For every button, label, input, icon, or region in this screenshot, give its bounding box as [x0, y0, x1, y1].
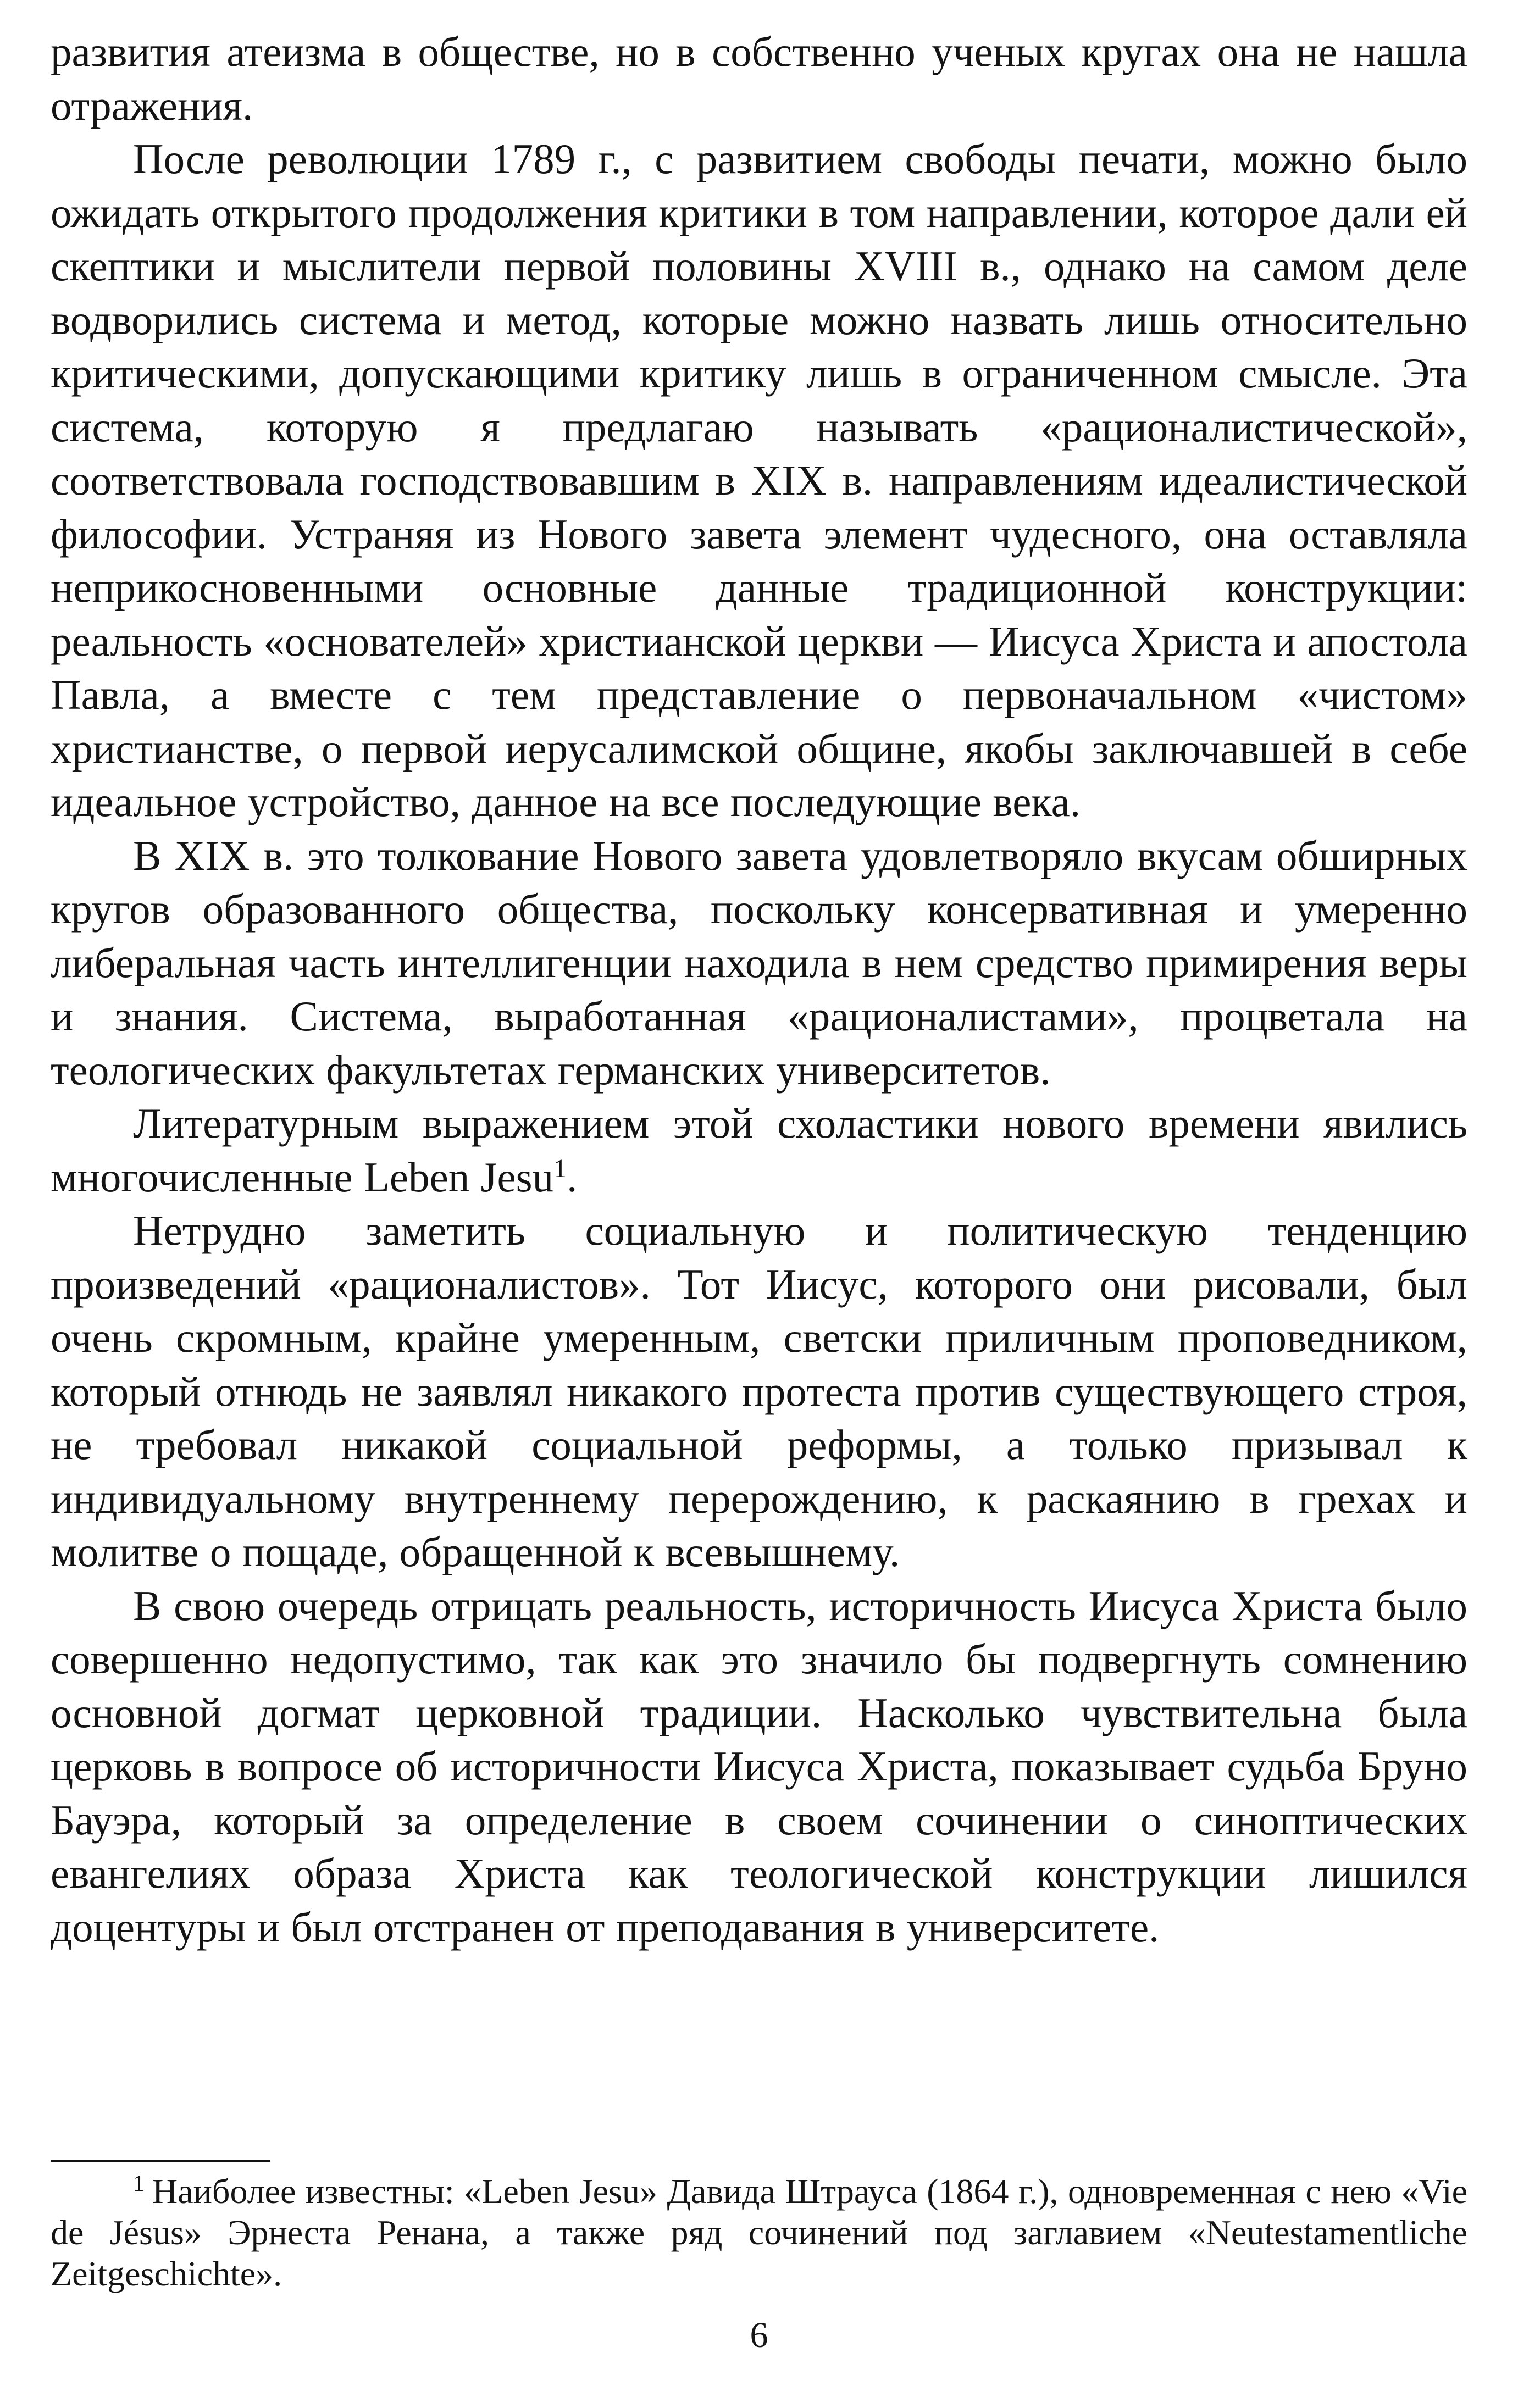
paragraph-3: В XIX в. это толкование Нового завета удовлетворяло вкусам обширных кругов образованного общества, поскольку консервативная и умеренно либеральная часть интеллигенции находила в нем средство примирения веры и знания. Система, выработанная «рационалистами», процветала на теологических факультетах германских университетов. [51, 831, 1467, 1094]
footnote-separator [51, 2160, 270, 2162]
paragraph-1: развития атеизма в обществе, но в собственно ученых кругах она не нашла отражения. [51, 28, 1467, 129]
page-number: 6 [750, 2315, 768, 2355]
footnote-text: Наиболее известны: «Leben Jesu» Давида Штрауса (1864 г.), одновременная с нею «Vie de Jésus» Эрнеста Ренана, а также ряд сочинений под заглавием «Neutestamentliche Zeitgeschichte». [51, 2172, 1467, 2293]
paragraph-6: В свою очередь отрицать реальность, историчность Иисуса Христа было совершенно недопустимо, так как это значило бы подвергнуть сомнению основной догмат церковной традиции. Насколько чувствительна была церковь в вопросе об историчности Иисуса Христа, показывает судьба Бруно Бауэра, который за определение в своем сочинении о синоптических евангелиях образа Христа как теологической конструкции лишился доцентуры и был отстранен от преподавания в университете. [51, 1582, 1467, 1951]
paragraph-4-text: Литературным выражением этой схоластики нового времени явились многочисленные Leben Jesu [51, 1100, 1467, 1201]
footnote-reference: 1 [553, 1153, 567, 1183]
paragraph-5: Нетрудно заметить социальную и политическую тенденцию произведений «рационалистов». Тот Иисус, которого они рисовали, был очень скромным, крайне умеренным, светски приличным проповедником, который отнюдь не заявлял никакого протеста против существующего строя, не требовал никакой социальной реформы, а только призывал к индивидуальному внутреннему перерождению, к раскаянию в грехах и молитве о пощаде, обращенной к всевышнему. [51, 1207, 1467, 1575]
page-body [51, 25, 1467, 1954]
paragraph-2: После революции 1789 г., с развитием свободы печати, можно было ожидать открытого продолжения критики в том направлении, которое дали ей скептики и мыслители первой половины XVIII в., однако на самом деле водворились система и метод, которые можно назвать лишь относительно критическими, допускающими критику лишь в ограниченном смысле. Эта система, которую я предлагаю называть «рационалистической», соответствовала господствовавшим в XIX в. направлениям идеалистической философии. Устраняя из Нового завета элемент чудесного, она оставляла неприкосновенными основные данные традиционной конструкции: реальность «основателей» христианской церкви — Иисуса Христа и апостола Павла, а вместе с тем представление о первоначальном «чистом» христианстве, о первой иерусалимской общине, якобы заключавшей в себе идеальное устройство, данное на все последующие века. [51, 135, 1467, 825]
paragraph-4-tail: . [567, 1153, 578, 1201]
paragraph-4 [51, 1097, 1467, 1204]
footnote [51, 2171, 1467, 2294]
footnote-mark: 1 [133, 2171, 145, 2196]
